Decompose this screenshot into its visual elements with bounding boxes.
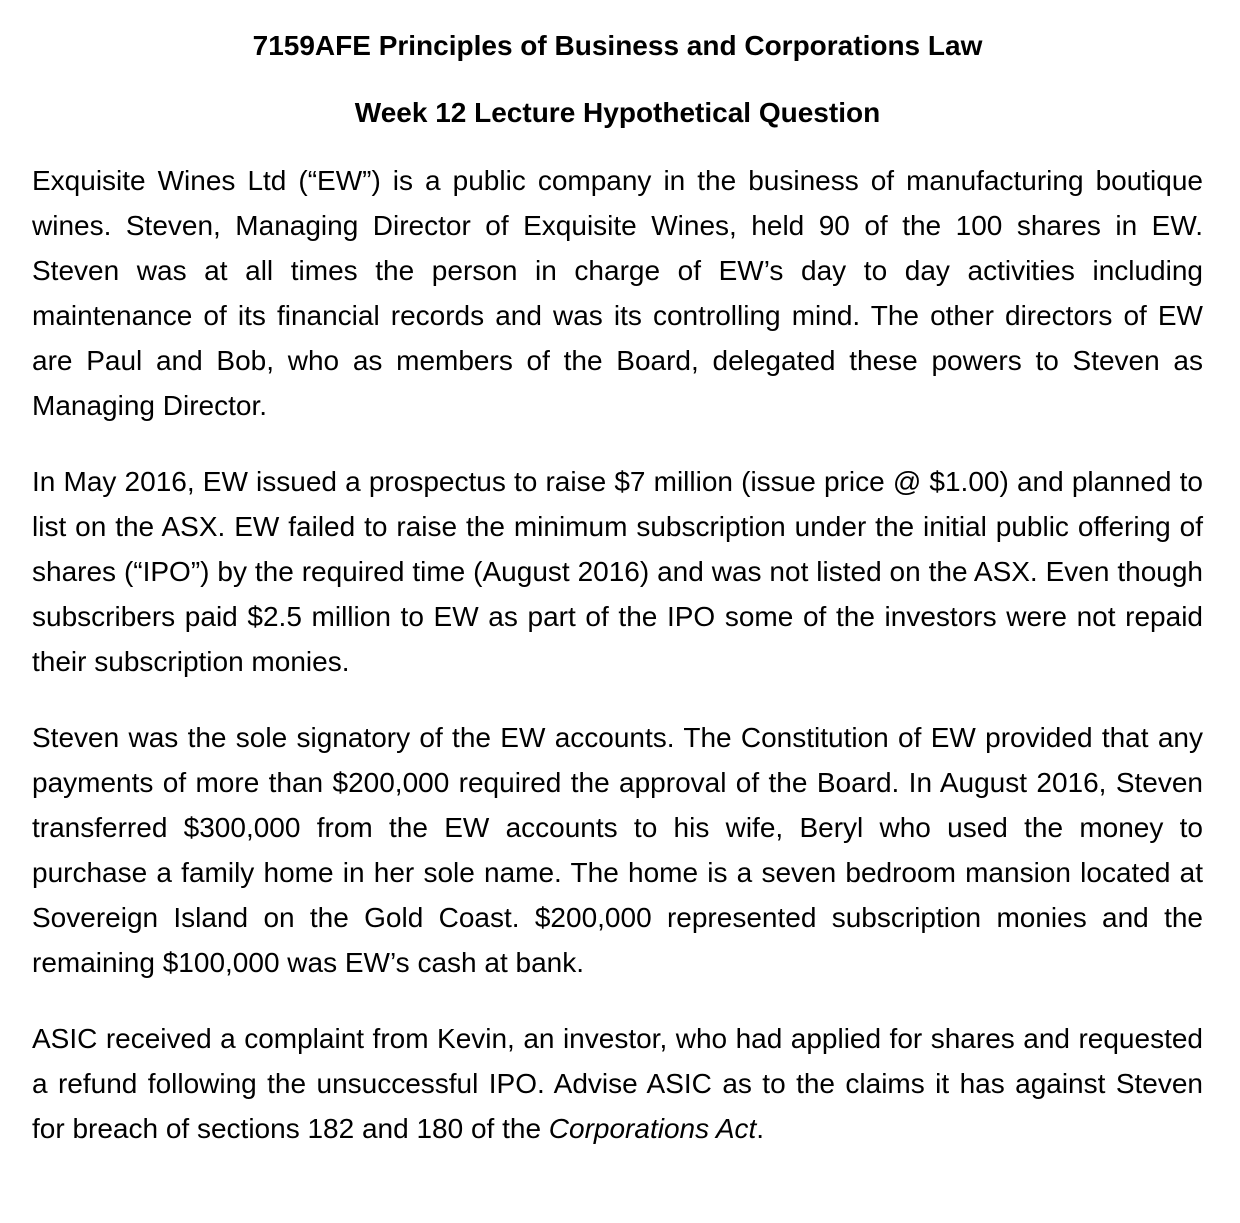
paragraph-transfer-of-funds: Steven was the sole signatory of the EW accounts. The Constitution of EW provided that any payments of more than $200,000 required the approval of the Board. In August 2016, Steven transferred $300,000 from the EW accounts to his wife, Beryl who used the money to purchase a family home in her sole name. The home is a seven bedroom mansion located at Sovereign Island on the Gold Coast. $200,000 represented subscription monies and the remaining $100,000 was EW’s cash at bank. [32, 722, 1203, 978]
question-text: ASIC received a complaint from Kevin, an investor, who had applied for shares and requested a refund following the unsuccessful IPO. Advise ASIC as to the claims it has against Steven for breach of sections 182 and 180 of the [32, 1023, 1203, 1144]
paragraph-question [32, 1016, 1203, 1151]
question-end-punctuation: . [756, 1113, 765, 1144]
paragraph-prospectus-ipo: In May 2016, EW issued a prospectus to raise $7 million (issue price @ $1.00) and planned to list on the ASX. EW failed to raise the minimum subscription under the initial public offering of shares (“IPO”) by the required time (August 2016) and was not listed on the ASX. Even though subscribers paid $2.5 million to EW as part of the IPO some of the investors were not repaid their subscription monies. [32, 466, 1203, 677]
act-name: Corporations Act [548, 1113, 757, 1144]
document-title: 7159AFE Principles of Business and Corporations Law [252, 30, 983, 61]
paragraph-company-background: Exquisite Wines Ltd (“EW”) is a public company in the business of manufacturing boutique wines. Steven, Managing Director of Exquisite Wines, held 90 of the 100 shares in EW. Steven was at all times the person in charge of EW’s day to day activities including maintenance of its financial records and was its controlling mind. The other directors of EW are Paul and Bob, who as members of the Board, delegated these powers to Steven as Managing Director. [32, 165, 1203, 421]
document-subtitle: Week 12 Lecture Hypothetical Question [354, 97, 881, 128]
